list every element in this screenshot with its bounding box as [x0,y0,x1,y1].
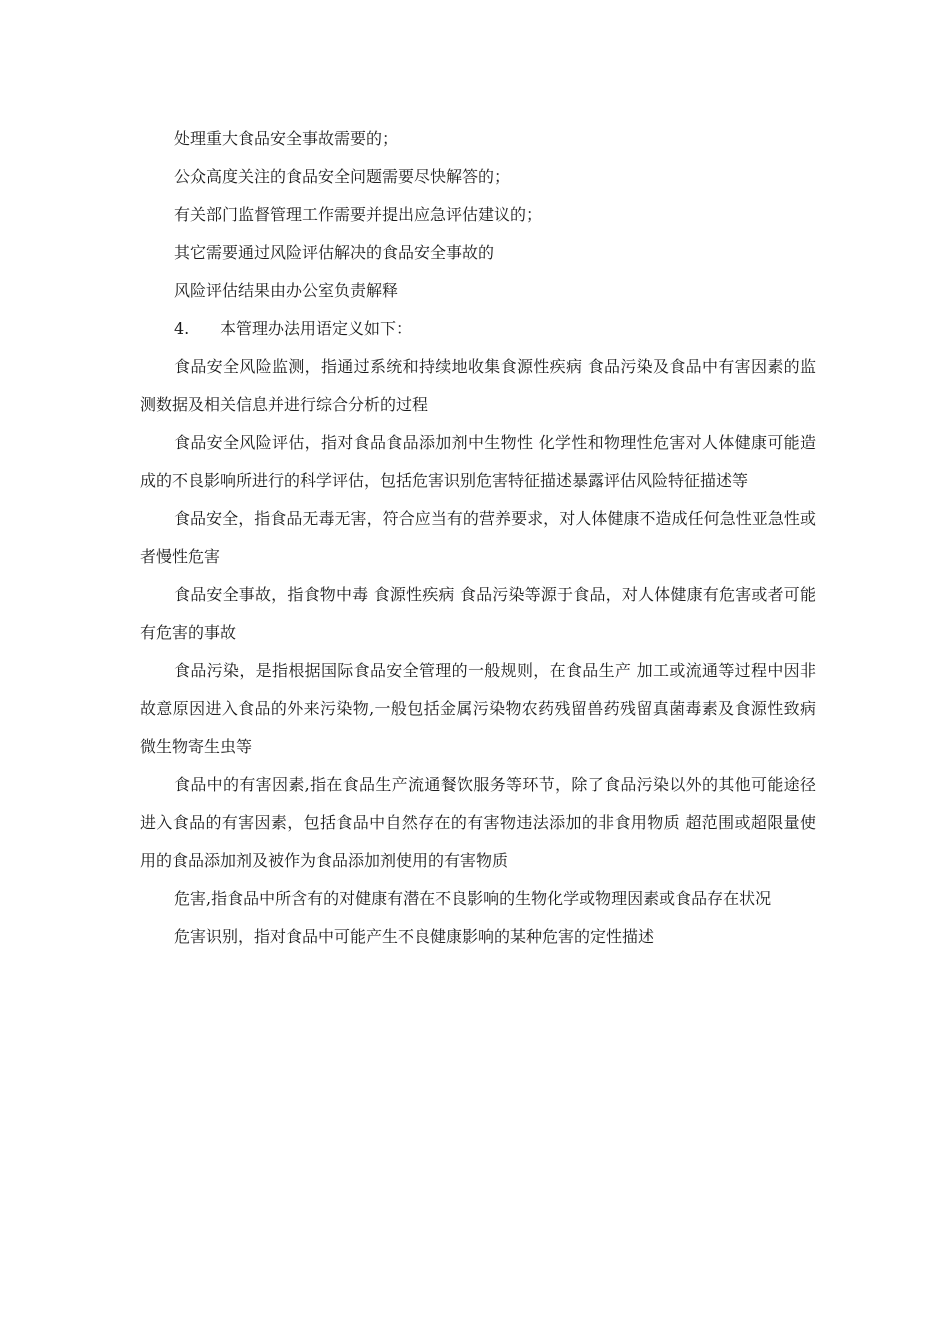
definition-risk-assessment: 食品安全风险评估，指对食品食品添加剂中生物性 化学性和物理性危害对人体健康可能造成的不良影响所进行的科学评估，包括危害识别危害特征描述暴露评估风险特征描述等 [140,433,816,490]
definition-food-safety-incident: 食品安全事故，指食物中毒 食源性疾病 食品污染等源于食品，对人体健康有危害或者可能有危害的事故 [140,585,816,642]
section-heading-text: 本管理办法用语定义如下： [220,319,413,338]
paragraph-other-cases: 其它需要通过风险评估解决的食品安全事故的 [174,243,495,262]
definition-food-safety: 食品安全，指食品无毒无害，符合应当有的营养要求，对人体健康不造成任何急性亚急性或者慢性危害 [140,509,816,566]
definition-risk-monitoring: 食品安全风险监测，指通过系统和持续地收集食源性疾病 食品污染及食品中有害因素的监测数据及相关信息并进行综合分析的过程 [140,357,816,414]
definition-harmful-factors: 食品中的有害因素,指在食品生产流通餐饮服务等环节，除了食品污染以外的其他可能途径进入食品的有害因素，包括食品中自然存在的有害物违法添加的非食用物质 超范围或超限量使用的食品添加剂及被作为食品添加剂使用的有害物质 [140,775,816,870]
definition-hazard-identification: 危害识别，指对食品中可能产生不良健康影响的某种危害的定性描述 [174,927,655,946]
paragraph-interpretation: 风险评估结果由办公室负责解释 [174,281,399,300]
definition-hazard: 危害,指食品中所含有的对健康有潜在不良影响的生物化学或物理因素或食品存在状况 [174,889,772,908]
paragraph-public-concern: 公众高度关注的食品安全问题需要尽快解答的； [174,167,511,186]
document-page [140,120,816,956]
paragraph-major-incident: 处理重大食品安全事故需要的； [174,129,399,148]
paragraph-department-request: 有关部门监督管理工作需要并提出应急评估建议的； [174,205,543,224]
definition-food-contamination: 食品污染，是指根据国际食品安全管理的一般规则，在食品生产 加工或流通等过程中因非故意原因进入食品的外来污染物,一般包括金属污染物农药残留兽药残留真菌毒素及食源性致病微生物寄生虫等 [140,661,816,756]
section-number: 4. [174,319,190,338]
section-heading [140,310,816,348]
